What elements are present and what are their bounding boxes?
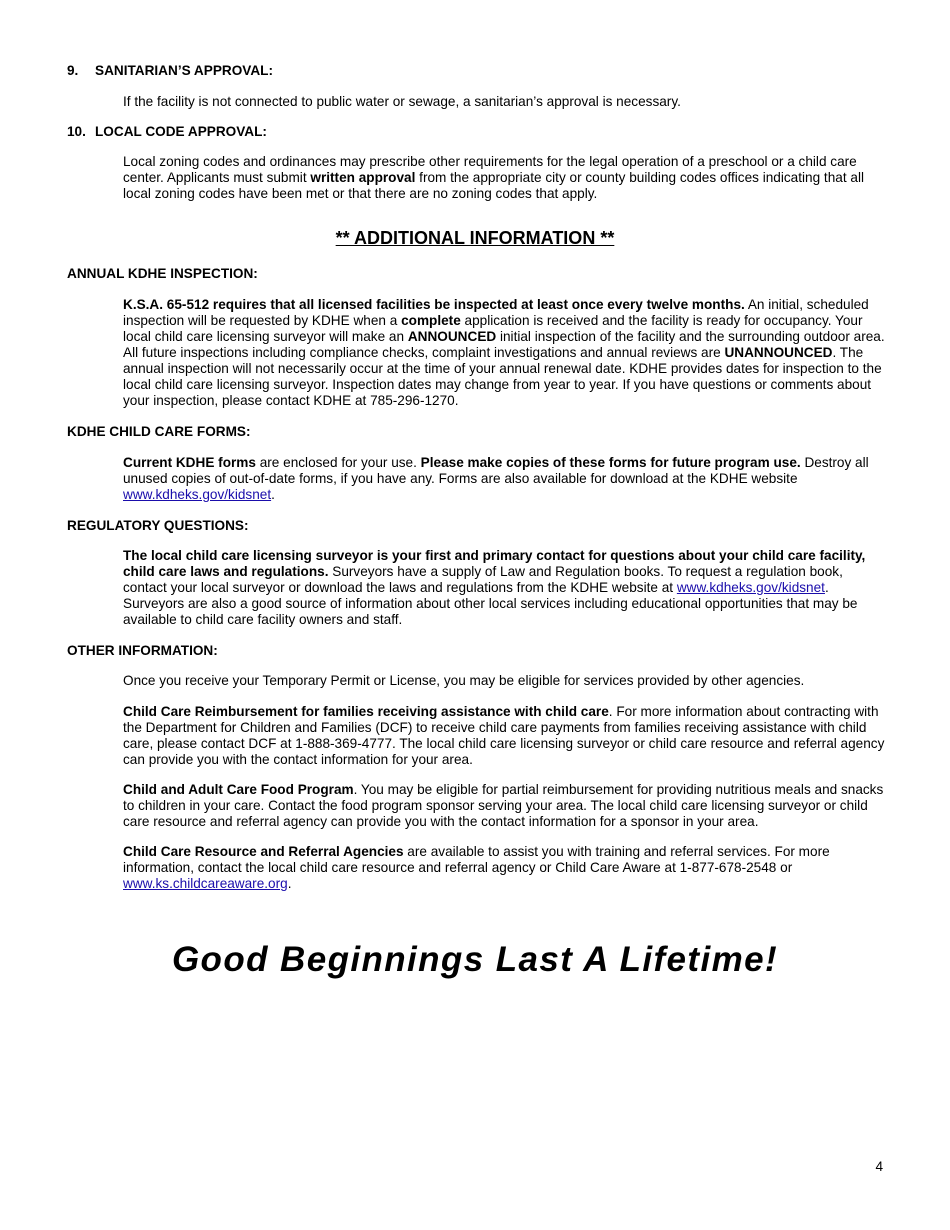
- food-program-text: . You may be eligible for partial reimbursement for providing nutritious meals and snacks to children in your care. Contact the food program sponsor serving your area. The local child care licensing surveyor or child care resource and referral agency can provide you with the contact information for a sponsor in your area.: [123, 782, 884, 829]
- inspection-text-1: An initial, scheduled inspection will be requested by KDHE when a: [123, 297, 869, 328]
- section-10-body: [123, 154, 888, 202]
- childcareaware-link[interactable]: www.ks.childcareaware.org: [123, 876, 288, 891]
- section-10-bold: written approval: [310, 170, 416, 185]
- inspection-body: [123, 297, 888, 409]
- inspection-text-4: . The annual inspection will not necessarily occur at the time of your annual renewal date. KDHE provides dates for inspection to the local child care licensing surveyor. Inspection dates may change from year to year. If you have questions or comments about your inspection, please contact KDHE at 785-296-1270.: [123, 345, 882, 408]
- section-9-title: SANITARIAN’S APPROVAL:: [95, 63, 273, 78]
- additional-information-title: ** ADDITIONAL INFORMATION **: [335, 228, 615, 248]
- resource-agencies-text: are available to assist you with training and referral services. For more information, contact the local child care resource and referral agency or Child Care Aware at 1-877-678-2548 or: [123, 844, 830, 875]
- inspection-bold-3: ANNOUNCED: [407, 329, 497, 344]
- section-10-text-2: from the appropriate city or county building codes offices indicating that all local zoning codes have been met or that there are no zoning codes that apply.: [123, 170, 864, 201]
- kidsnet-link[interactable]: www.kdheks.gov/kidsnet: [123, 487, 272, 502]
- section-9-number: 9.: [67, 63, 79, 78]
- resource-agencies-end: .: [287, 876, 292, 891]
- regulatory-heading: REGULATORY QUESTIONS:: [67, 518, 249, 533]
- other-info-paragraph-2: [123, 704, 888, 768]
- forms-text-2: Destroy all unused copies of out-of-date forms, if you have any. Forms are also available for download at the KDHE website: [123, 455, 869, 486]
- section-10-text-1: Local zoning codes and ordinances may prescribe other requirements for the legal operation of a preschool or a child care center. Applicants must submit: [123, 154, 857, 185]
- regulatory-body: [123, 548, 888, 628]
- page-number: 4: [875, 1159, 883, 1174]
- regulatory-text-1: Surveyors have a supply of Law and Regulation books. To request a regulation book, contact your local surveyor or download the laws and regulations from the KDHE website at: [123, 564, 843, 595]
- forms-text-3: .: [271, 487, 275, 502]
- other-info-heading: OTHER INFORMATION:: [67, 643, 218, 658]
- section-10-heading: [67, 124, 267, 140]
- forms-bold-2: Please make copies of these forms for future program use.: [420, 455, 801, 470]
- inspection-text-3: initial inspection of the facility and the surrounding outdoor area. All future inspections including compliance checks, complaint investigations and annual reviews are: [123, 329, 885, 360]
- other-info-paragraph-4: [123, 844, 888, 892]
- inspection-heading: ANNUAL KDHE INSPECTION:: [67, 266, 258, 281]
- section-9-body: If the facility is not connected to public water or sewage, a sanitarian’s approval is necessary.: [123, 94, 681, 109]
- forms-text-1: are enclosed for your use.: [255, 455, 421, 470]
- section-9-heading: [67, 63, 273, 79]
- section-10-title: LOCAL CODE APPROVAL:: [95, 124, 267, 139]
- regulatory-bold-1: The local child care licensing surveyor is your first and primary contact for questions about your child care facility, child care laws and regulations.: [123, 548, 866, 579]
- forms-heading: KDHE CHILD CARE FORMS:: [67, 424, 251, 439]
- regulatory-kidsnet-link[interactable]: www.kdheks.gov/kidsnet: [676, 580, 825, 595]
- forms-body: [123, 455, 888, 503]
- reimbursement-text: . For more information about contracting with the Department for Children and Families (DCF) to receive child care payments from families receiving assistance with child care, please contact DCF at 1-888-369-4777. The local child care licensing surveyor or child care resource and referral agency can provide you with the contact information for your area.: [123, 704, 885, 767]
- inspection-bold-1: K.S.A. 65-512 requires that all licensed facilities be inspected at least once every twelve months.: [123, 297, 745, 312]
- inspection-bold-2: complete: [401, 313, 461, 328]
- other-info-paragraph-1: Once you receive your Temporary Permit or License, you may be eligible for services provided by other agencies.: [123, 673, 805, 688]
- other-info-paragraph-3: [123, 782, 888, 830]
- reimbursement-bold: Child Care Reimbursement for families receiving assistance with child care: [123, 704, 609, 719]
- section-10-number: 10.: [67, 124, 86, 139]
- inspection-bold-4: UNANNOUNCED: [724, 345, 833, 360]
- food-program-bold: Child and Adult Care Food Program: [123, 782, 354, 797]
- forms-bold-1: Current KDHE forms: [123, 455, 256, 470]
- slogan: Good Beginnings Last A Lifetime!: [171, 940, 779, 979]
- resource-agencies-bold: Child Care Resource and Referral Agencies: [123, 844, 404, 859]
- inspection-text-2: application is received and the facility is ready for occupancy. Your local child care licensing surveyor will make an: [123, 313, 863, 344]
- regulatory-text-2: . Surveyors are also a good source of information about other local services including educational opportunities that may be available to child care facility owners and staff.: [123, 580, 858, 627]
